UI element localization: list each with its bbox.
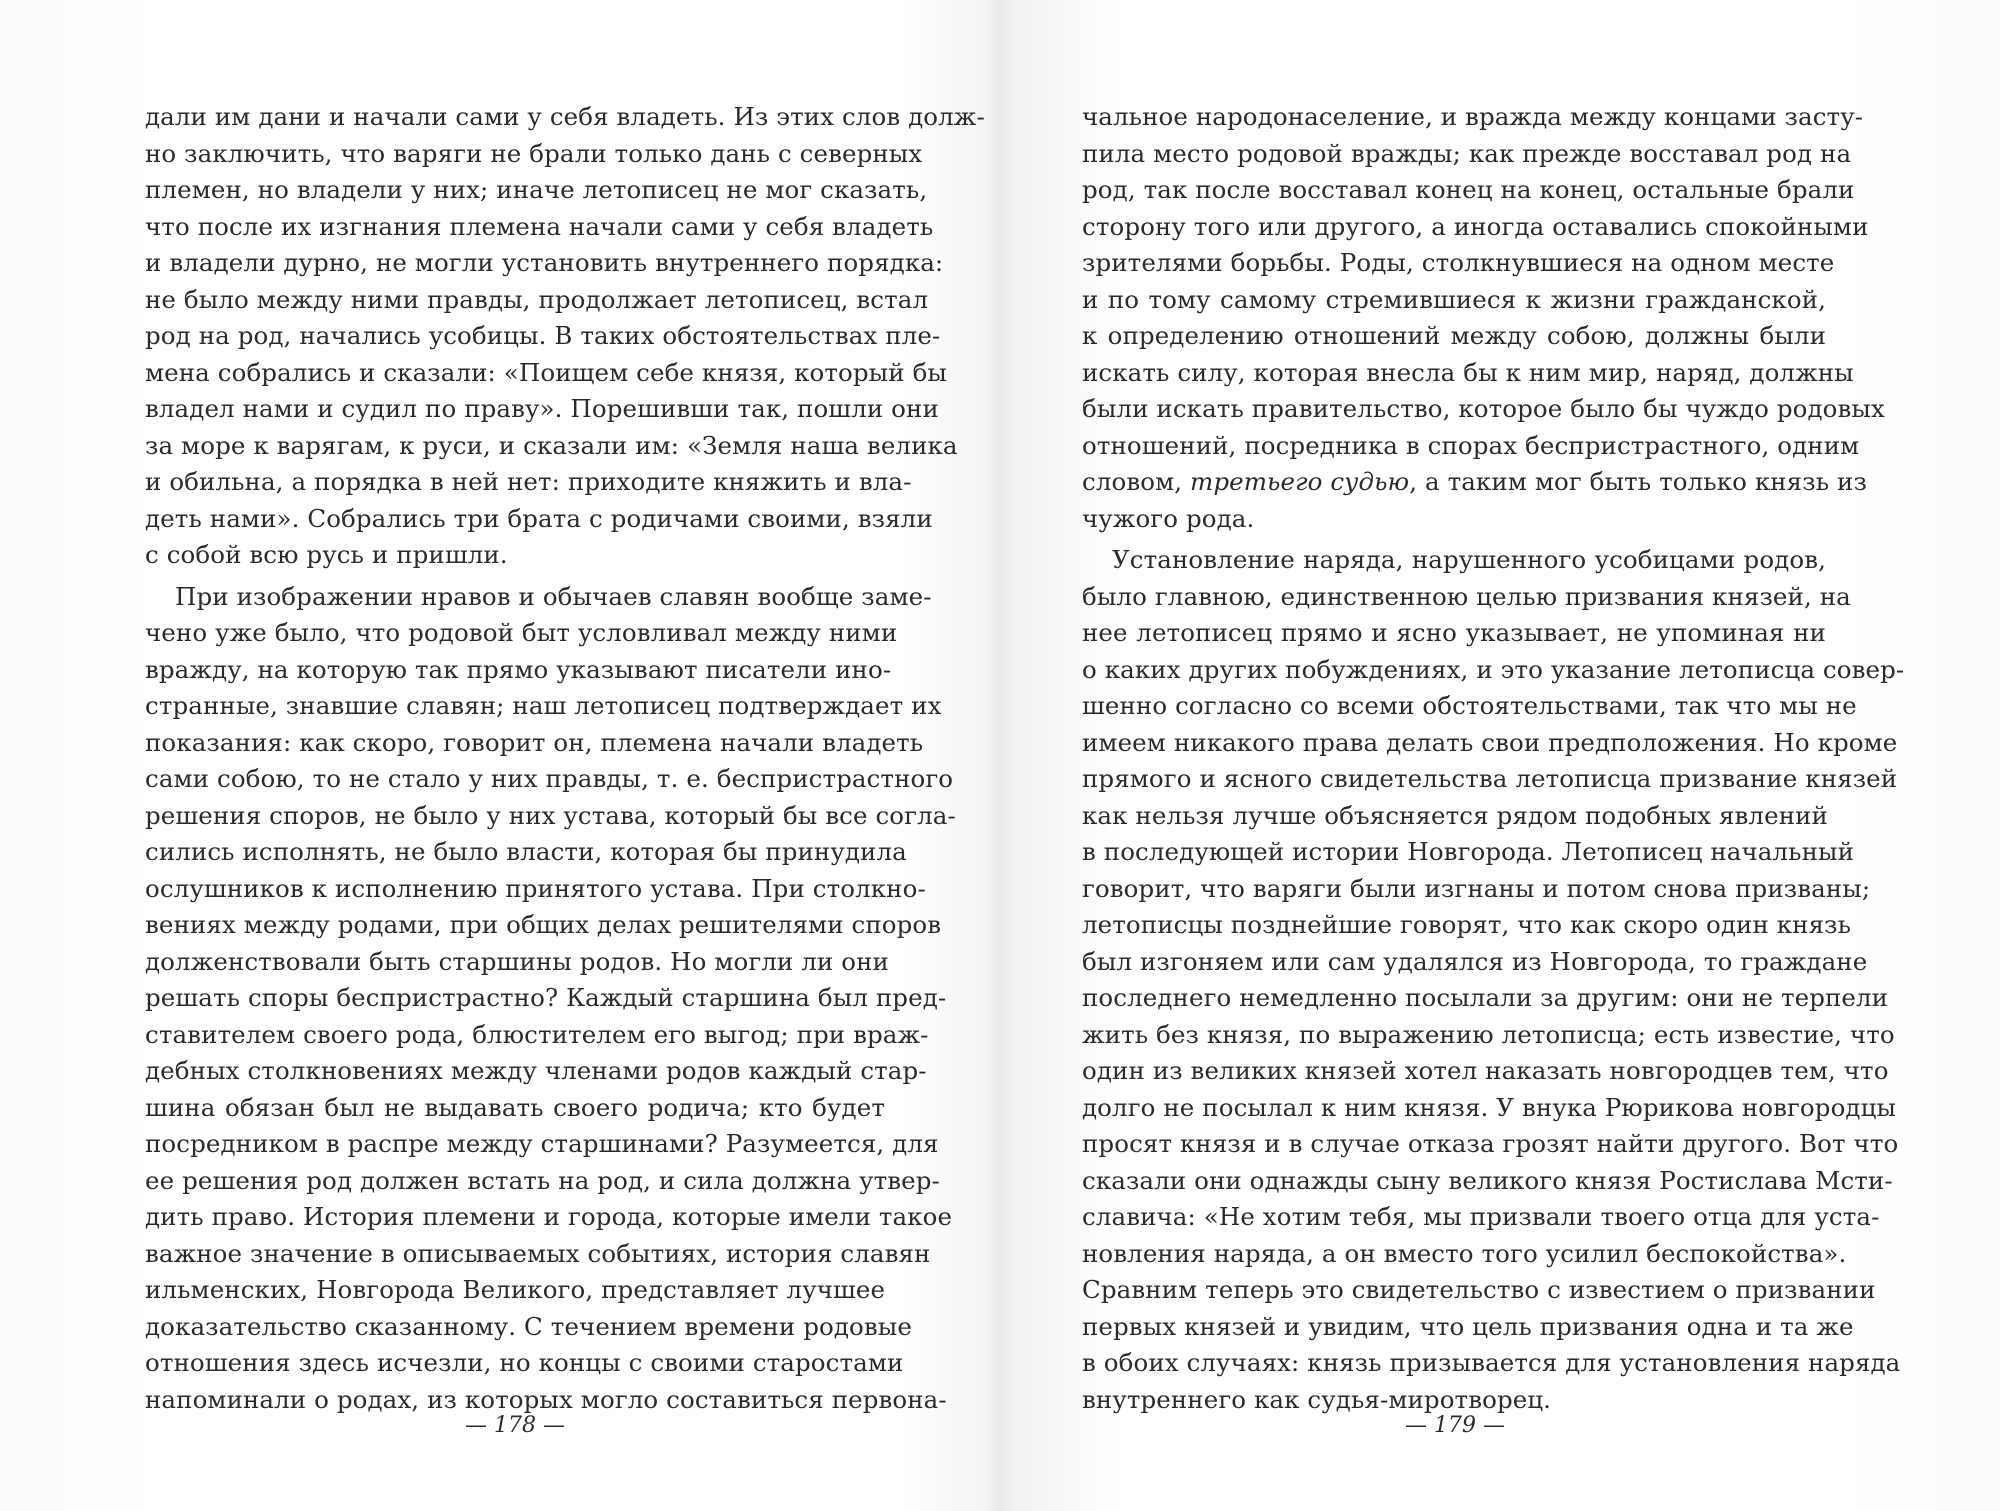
text-line: племен, но владели у них; иначе летописец не мог сказать,: [145, 175, 928, 204]
text-line: ильменских, Новгорода Великого, представляет лучшее: [145, 1275, 886, 1304]
text-line: имеем никакого права делать свои предположения. Но кроме: [1082, 727, 1898, 757]
text-line: зрителями борьбы. Роды, столкнувшиеся на одном месте: [1082, 248, 1835, 277]
text-line: чужого рода.: [1082, 503, 1255, 533]
text-line: мена собрались и сказали: «Поищем себе князя, который бы: [145, 357, 948, 387]
text-line: Установление наряда, нарушенного усобицами родов,: [1112, 545, 1826, 574]
text-line: дебных столкновениях между членами родов каждый стар-: [145, 1056, 927, 1085]
text-line: владел нами и судил по праву». Порешивши так, пошли они: [145, 394, 939, 423]
text-line: просят князя и в случае отказа грозят найти другого. Вот что: [1082, 1129, 1899, 1158]
text-line: как нельзя лучше объясняется рядом подобных явлений: [1082, 800, 1828, 830]
text-line: отношения здесь исчезли, но концы с своими старостами: [145, 1348, 904, 1377]
text-line: говорит, что варяги были изгнаны и потом снова призваны;: [1082, 873, 1871, 903]
paragraph: [1082, 542, 1905, 1418]
text-line: пила место родовой вражды; как прежде восставал род на: [1082, 138, 1852, 168]
text-line: Сравним теперь это свидетельство с известием о призвании: [1082, 1275, 1876, 1304]
text-line: один из великих князей хотел наказать новгородцев тем, что: [1082, 1056, 1889, 1085]
text-line: отношений, посредника в спорах беспристрастного, одним: [1082, 430, 1860, 460]
text-line: шина обязан был не выдавать своего родича; кто будет: [145, 1092, 885, 1122]
text-line: чальное народонаселение, и вражда между концами засту-: [1082, 102, 1864, 131]
text-line: чено уже было, что родовой быт условливал между ними: [145, 618, 898, 647]
text-line: к определению отношений между собою, должны были: [1082, 321, 1826, 350]
text-line: сторону того или другого, а иногда оставались спокойными: [1082, 211, 1869, 241]
paragraph: [145, 579, 956, 1419]
text-line: первых князей и увидим, что цель призвания одна и та же: [1082, 1311, 1854, 1341]
text-line: вражду, на которую так прямо указывают писатели ино-: [145, 654, 892, 684]
text-line: решать споры беспристрастно? Каждый старшина был пред-: [145, 983, 947, 1012]
text-line: были искать правительство, которое было бы чуждо родовых: [1082, 394, 1885, 423]
left-page-number-value: 178: [494, 1413, 536, 1438]
text-line: с собой всю русь и пришли.: [145, 540, 508, 569]
text-line: словом, третьего судью, а таким мог быть только князь из: [1082, 467, 1867, 496]
text-line: и обильна, а порядка в ней нет: приходите княжить и вла-: [145, 467, 912, 496]
text-line: При изображении нравов и обычаев славян вообще заме-: [175, 581, 932, 611]
text-line: вениях между родами, при общих делах решителями споров: [145, 910, 942, 939]
text-line: решения споров, не было у них устава, который бы все согла-: [145, 800, 956, 830]
text-line: жить без князя, по выражению летописца; есть известие, что: [1082, 1019, 1895, 1049]
text-line: искать силу, которая внесла бы к ним мир, наряд, должны: [1082, 357, 1854, 387]
right-page: [1000, 0, 2000, 1511]
text-line: внутреннего как судья-миротворец.: [1082, 1384, 1552, 1414]
text-line: последнего немедленно посылали за другим: они не терпели: [1082, 983, 1889, 1012]
text-line: был изгоняем или сам удалялся из Новгорода, то граждане: [1082, 946, 1868, 976]
text-line: о каких других побуждениях, и это указание летописца совер-: [1082, 654, 1905, 684]
text-line: род, так после восставал конец на конец, остальные брали: [1082, 175, 1855, 204]
text-line: показания: как скоро, говорит он, племена начали владеть: [145, 727, 924, 757]
text-line: сами собою, то не стало у них правды, т. е. беспристрастного: [145, 764, 954, 793]
text-line: напоминали о родах, из которых могло составиться первона-: [145, 1384, 947, 1414]
text-line: долго не посылал к ним князя. У внука Рюрикова новгородцы: [1082, 1092, 1897, 1122]
left-page-text: [145, 99, 985, 1418]
text-line: деть нами». Собрались три брата с родичами своими, взяли: [145, 503, 933, 533]
text-line: шенно согласно со всеми обстоятельствами, так что мы не: [1082, 691, 1857, 720]
text-line: не было между ними правды, продолжает летописец, встал: [145, 284, 929, 314]
right-page-number: — 179 —: [1405, 1413, 1505, 1438]
paragraph: [145, 99, 985, 574]
text-line: дить право. История племени и города, которые имели такое: [145, 1202, 953, 1231]
text-line: сились исполнять, не было власти, которая бы принудила: [145, 837, 907, 866]
left-page-number: — 178 —: [465, 1413, 565, 1438]
text-line: важное значение в описываемых событиях, история славян: [145, 1238, 931, 1268]
text-line: за море к варягам, к руси, и сказали им: «Земля наша велика: [145, 430, 958, 460]
paragraph: [1082, 99, 1885, 537]
text-line: доказательство сказанному. С течением времени родовые: [145, 1311, 912, 1341]
text-line: долженствовали быть старшины родов. Но могли ли они: [145, 946, 889, 976]
text-line: странные, знавшие славян; наш летописец подтверждает их: [145, 691, 942, 720]
text-line: новления наряда, а он вместо того усилил беспокойства».: [1082, 1238, 1847, 1268]
text-line: род на род, начались усобицы. В таких обстоятельствах пле-: [145, 321, 941, 350]
text-line: дали им дани и начали сами у себя владеть. Из этих слов долж-: [145, 102, 985, 131]
text-line: и по тому самому стремившиеся к жизни гражданской,: [1082, 284, 1826, 314]
text-line: в обоих случаях: князь призывается для установления наряда: [1082, 1348, 1901, 1377]
text-line: посредником в распре между старшинами? Разумеется, для: [145, 1129, 939, 1158]
text-line: но заключить, что варяги не брали только дань с северных: [145, 138, 923, 168]
text-line: было главною, единственною целью призвания князей, на: [1082, 581, 1851, 611]
right-page-number-value: 179: [1434, 1413, 1476, 1438]
text-line: что после их изгнания племена начали сами у себя владеть: [145, 211, 934, 241]
text-line: и владели дурно, не могли установить внутреннего порядка:: [145, 248, 944, 277]
text-line: сказали они однажды сыну великого князя Ростислава Мсти-: [1082, 1165, 1893, 1195]
text-line: прямого и ясного свидетельства летописца призвание князей: [1082, 764, 1898, 793]
text-line: ее решения род должен встать на род, и сила должна утвер-: [145, 1165, 940, 1195]
text-line: ослушников к исполнению принятого устава. При столкно-: [145, 873, 926, 903]
right-page-text: [1082, 99, 1905, 1418]
text-line: в последующей истории Новгорода. Летописец начальный: [1082, 837, 1855, 866]
text-line: летописцы позднейшие говорят, что как скоро один князь: [1082, 910, 1852, 939]
text-line: нее летописец прямо и ясно указывает, не упоминая ни: [1082, 618, 1826, 647]
text-line: славича: «Не хотим тебя, мы призвали твоего отца для уста-: [1082, 1202, 1880, 1231]
text-line: ставителем своего рода, блюстителем его выгод; при враж-: [145, 1019, 929, 1049]
